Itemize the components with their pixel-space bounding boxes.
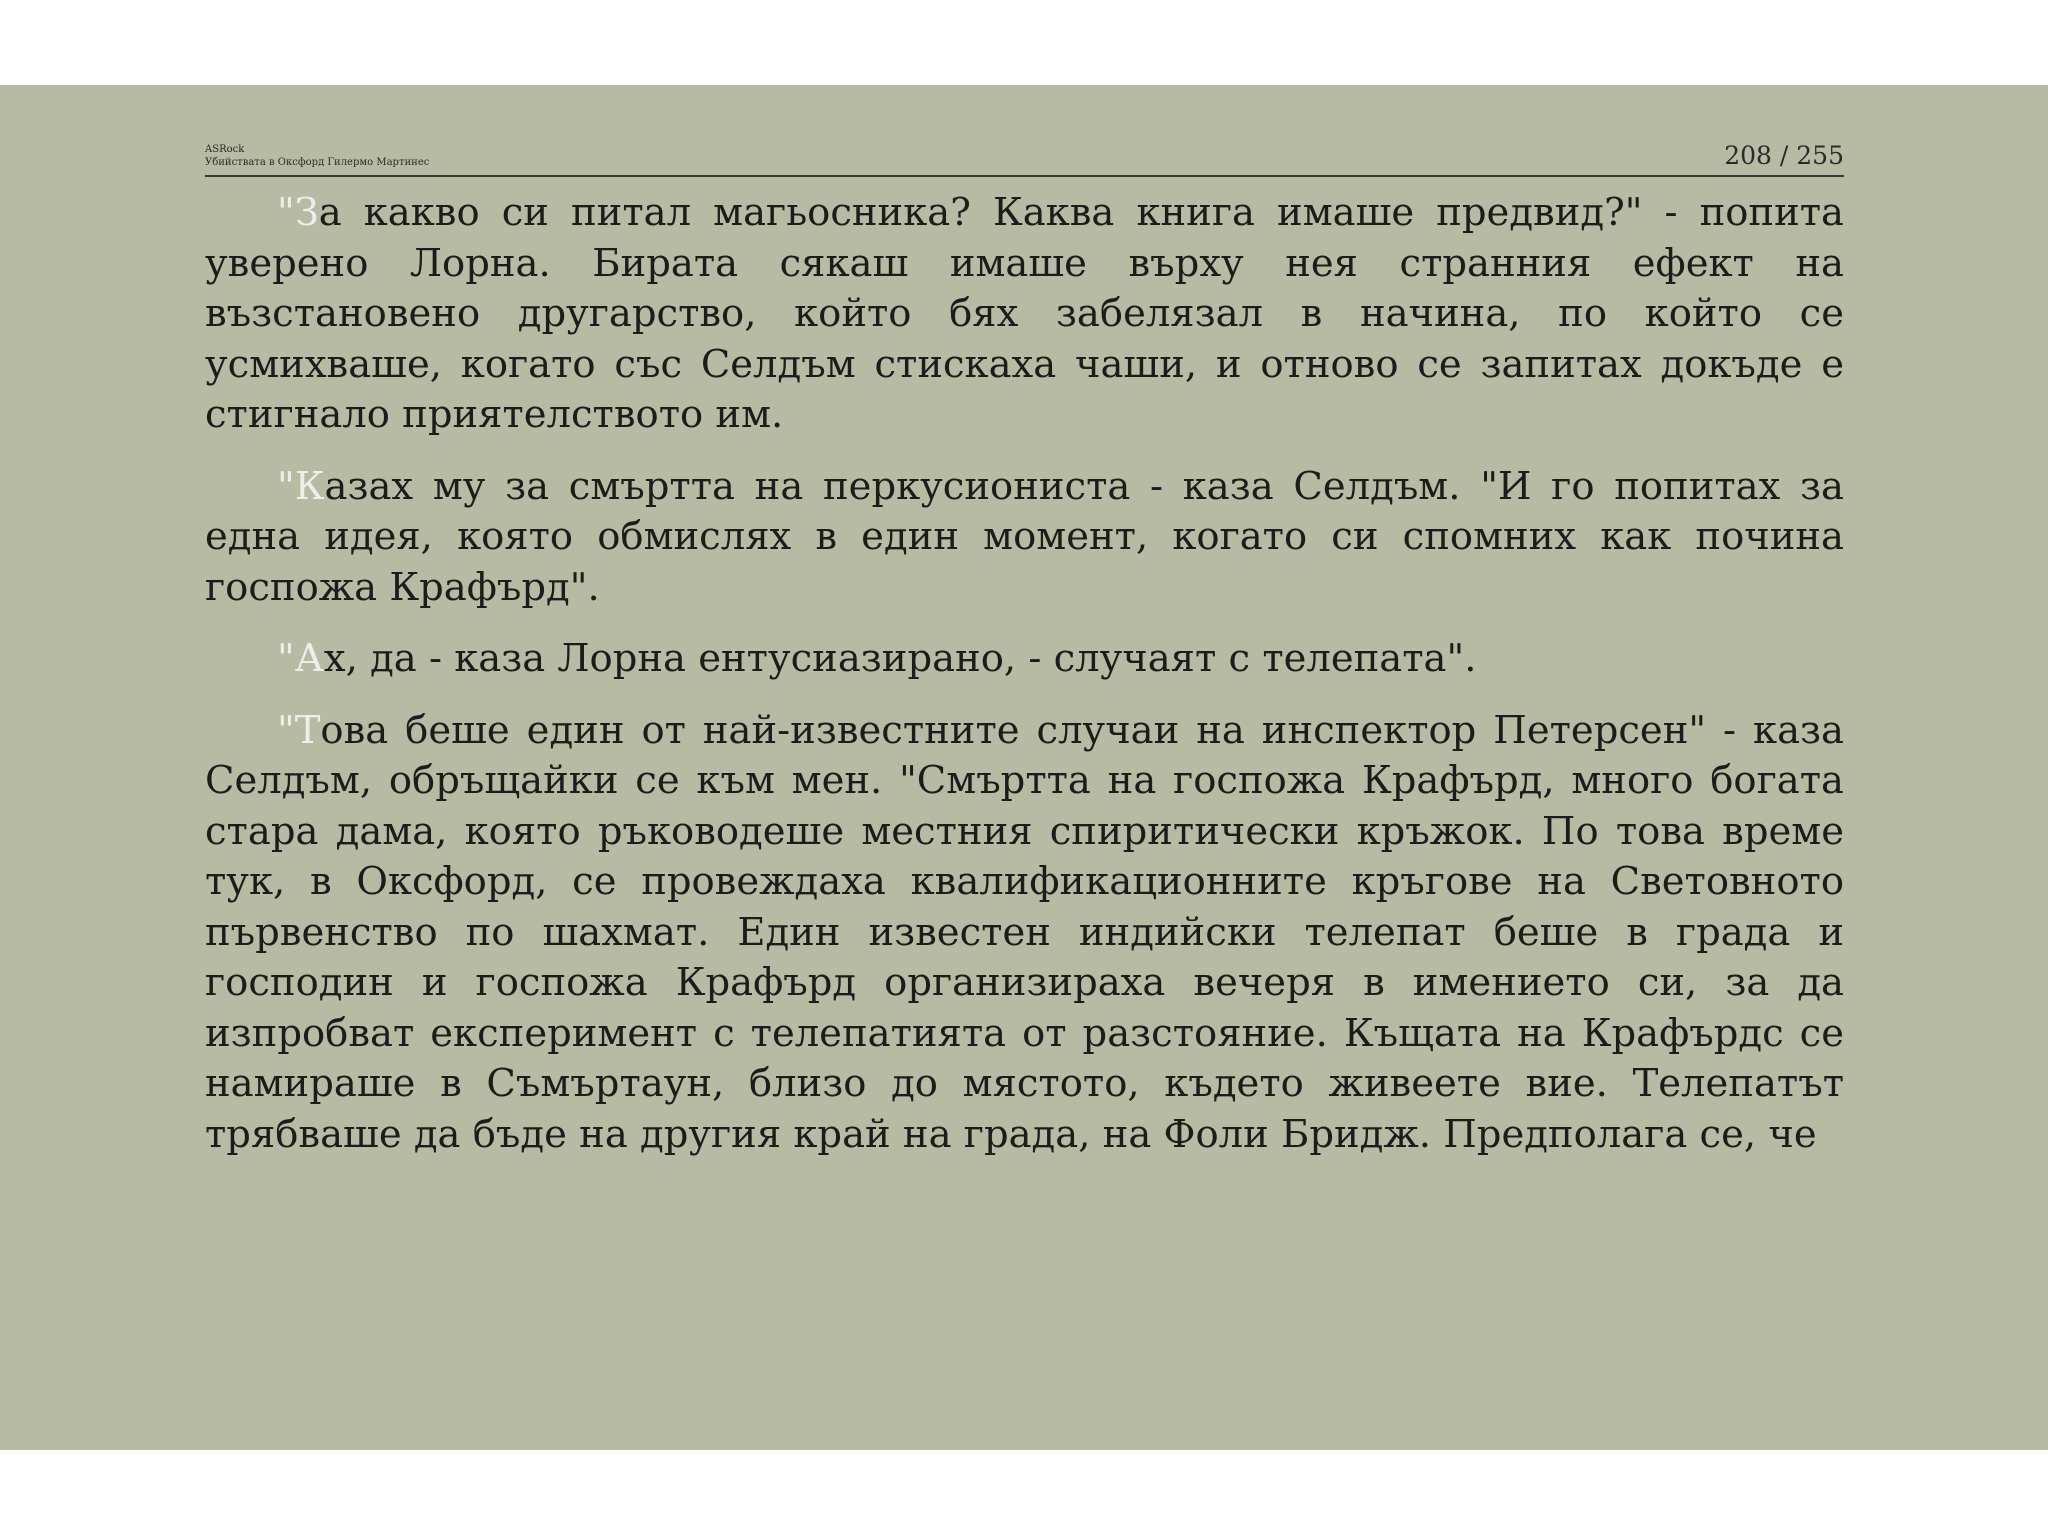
paragraph-lead: "К — [277, 463, 325, 509]
paragraph-lead: "З — [277, 190, 319, 235]
paragraph-lead: "Т — [277, 707, 321, 753]
page-indicator: 208 / 255 — [1724, 141, 1844, 170]
paragraph-1 — [205, 188, 1844, 441]
paragraph-4 — [205, 706, 1844, 1161]
header-info — [205, 143, 429, 169]
paragraph-body: х, да - каза Лорна ентусиазирано, - случаят с телепата". — [323, 636, 1477, 681]
publisher-label: ASRock — [205, 144, 245, 155]
paragraph-body: а какво си питал магьосника? Каква книга имаше предвид?" - попита уверено Лорна. Бирата сякаш имаше върху нея странния ефект на възстановено другарство, който бях забелязал в начина, по който се усмихваше, когато със Селдъм стискаха чаши, и отново се запитах докъде е стигнало приятелството им. — [205, 190, 1844, 437]
paragraph-body: азах му за смъртта на перкусиониста - каза Селдъм. "И го попитах за една идея, която обмислях в един момент, когато си спомних как почина госпожа Крафърд". — [205, 463, 1844, 610]
paragraph-3 — [205, 634, 1844, 685]
paragraph-lead: "А — [277, 636, 324, 681]
book-text — [205, 188, 1844, 1181]
paragraph-body: ова беше един от най-известните случаи на инспектор Петерсен" - каза Селдъм, обръщайки се към мен. "Смъртта на госпожа Крафърд, много богата стара дама, която ръководеше местния спиритически кръжок. По това време тук, в Оксфорд, се провеждаха квалификационните кръгове на Световното първенство по шахмат. Един известен индийски телепат беше в града и господин и госпожа Крафърд организираха вечеря в имението си, за да изпробват експеримент с телепатията от разстояние. Къщата на Крафърдс се намираше в Съмъртаун, близо до мястото, където живеете вие. Телепатът трябваше да бъде на другия край на града, на Фоли Бридж. Предполага се, че — [205, 707, 1844, 1157]
book-title-label: Убийствата в Оксфорд Гилермо Мартинес — [205, 157, 430, 168]
paragraph-2 — [205, 462, 1844, 614]
page-header — [205, 137, 1844, 177]
